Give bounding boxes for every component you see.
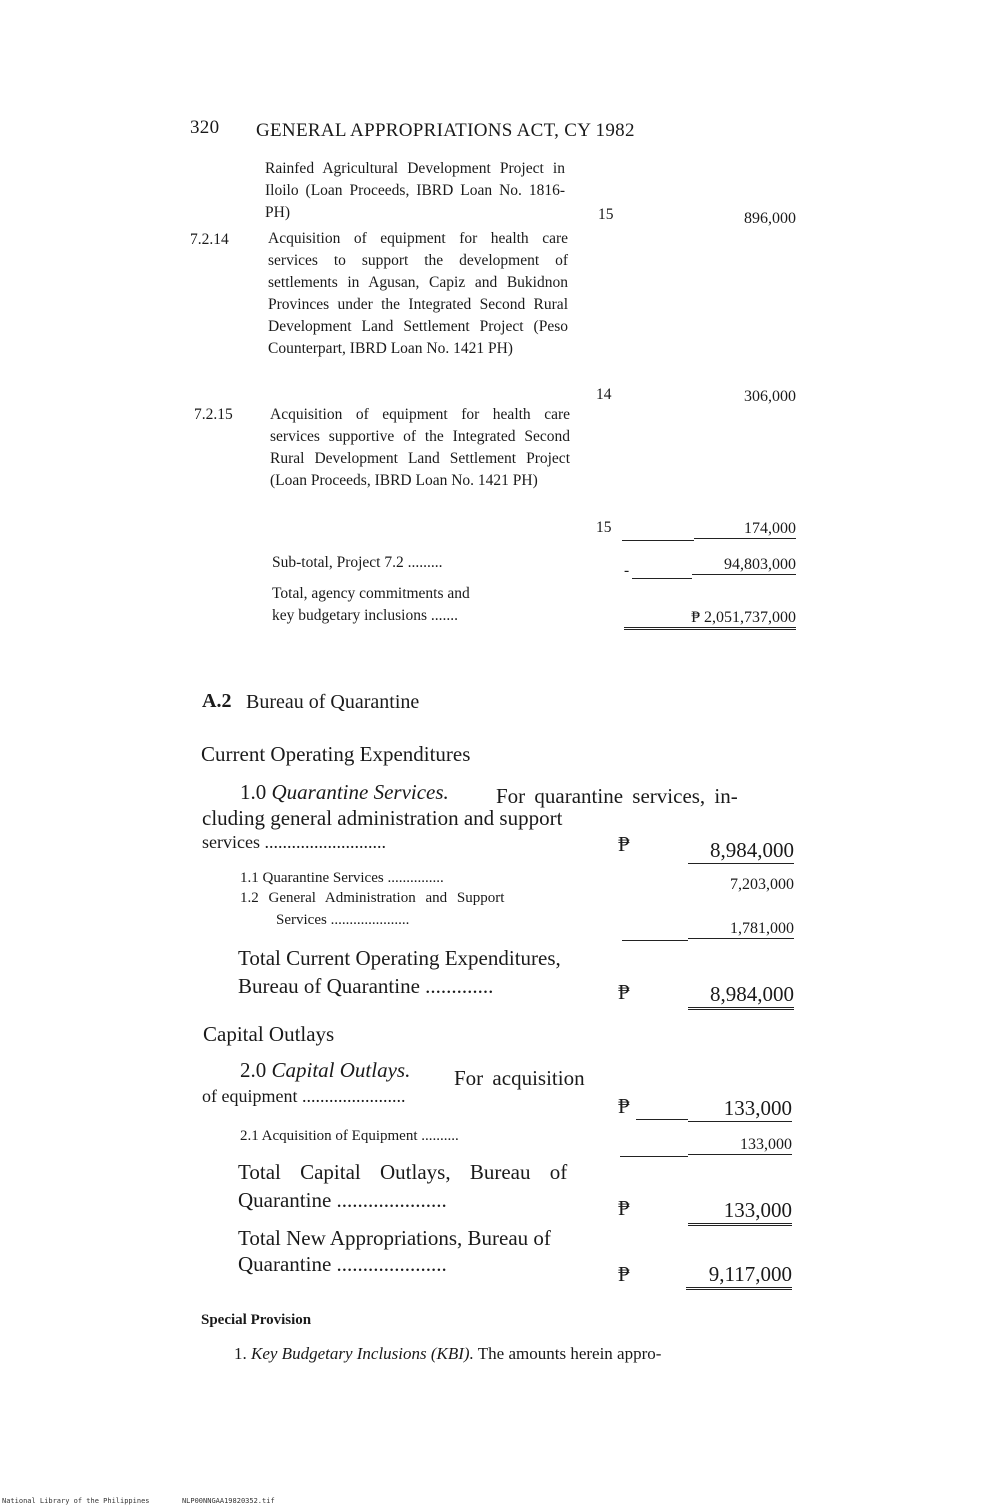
subitem-label: 1.2 General Administration and Support [240,890,505,906]
item-years: 14 [596,386,612,403]
subtotal-label: Sub-total, Project 7.2 ......... [272,554,443,571]
rule [620,1156,688,1157]
item-title: Quarantine Services. [271,780,449,804]
item-amount: 133,000 [688,1096,792,1122]
provision-text: The amounts herein appro- [477,1344,662,1363]
total-agency-label: key budgetary inclusions ....... [272,607,458,624]
item-code: 7.2.14 [190,231,229,248]
item-title: Capital Outlays. [271,1058,411,1082]
current-operating-heading: Current Operating Expenditures [201,742,471,766]
item-amount: 8,984,000 [688,838,794,864]
item-description: Acquisition of equipment for health care services supportive of the Integrated Second Rural Development Land Settlement Project (Loan Proceeds, IBRD Loan No. 1421 PH) [270,406,570,489]
rule [622,540,694,541]
item-amount: 896,000 [744,210,796,227]
footer-filename: NLP00NNGAA19820352.tif [181,1497,275,1505]
item-code: 7.2.15 [194,406,233,423]
item-amount: 306,000 [744,388,796,405]
item-description: Acquisition of equipment for health care services to support the development of settlements in Agusan, Capiz and Bukidnon Provinces under the Integrated Second Rural Development Land Settlement Project (Peso Counterpart, IBRD Loan No. 1421 PH) [268,230,568,357]
item-text: services ........................... [202,832,386,852]
item-text: For quarantine services, in- [496,784,738,808]
subitem-amount: 7,203,000 [730,876,794,893]
provision-number: 1. [234,1344,247,1363]
subtotal-amount: 94,803,000 [692,556,796,575]
subitem-label: 1.1 Quarantine Services ............... [240,870,444,886]
item-amount: 174,000 [694,520,796,539]
page-title: GENERAL APPROPRIATIONS ACT, CY 1982 [256,120,635,141]
currency-symbol: ₱ [618,832,630,856]
section-title: Bureau of Quarantine [246,691,420,713]
subitem-label: 2.1 Acquisition of Equipment .......... [240,1128,459,1144]
new-appropriations-amount: 9,117,000 [686,1262,792,1290]
currency-symbol: ₱ [618,1262,630,1286]
section-code: A.2 [202,690,232,712]
item-years: 15 [596,519,612,536]
item-number: 2.0 [240,1058,267,1082]
total-label: Quarantine ..................... [238,1188,447,1212]
item-text: cluding general administration and support [202,806,563,830]
rule [622,940,688,941]
item-number: 1.0 [240,780,267,804]
item-text: For acquisition [454,1066,585,1090]
page-number: 320 [190,117,220,138]
capital-outlays-heading: Capital Outlays [203,1022,335,1046]
subitem-amount: 133,000 [688,1136,792,1155]
item-years: 15 [598,206,614,223]
rule [632,578,692,579]
item-text: of equipment ....................... [202,1086,406,1106]
total-amount: 133,000 [688,1198,792,1226]
subtotal-dash: - [624,562,630,579]
new-appropriations-label: Total New Appropriations, Bureau of [238,1226,551,1250]
total-label: Bureau of Quarantine ............. [238,974,494,998]
provision-title: Key Budgetary Inclusions (KBI). [251,1344,474,1363]
total-label: Total Current Operating Expenditures, [238,946,561,970]
currency-symbol: ₱ [618,1196,630,1220]
footer-library: National Library of the Philippines [2,1497,150,1505]
currency-symbol: ₱ [618,1094,630,1118]
subitem-label: Services ..................... [276,912,410,928]
subitem-amount: 1,781,000 [688,920,794,939]
currency-symbol: ₱ [618,980,630,1004]
special-provision-heading: Special Provision [201,1312,312,1328]
total-agency-label: Total, agency commitments and [272,585,470,602]
item-description: Rainfed Agricultural Development Project in Iloilo (Loan Proceeds, IBRD Loan No. 1816-PH) [265,160,565,221]
rule [636,1119,688,1120]
new-appropriations-label: Quarantine ..................... [238,1252,447,1276]
scan-footer [2,1497,275,1505]
total-agency-amount: ₱ 2,051,737,000 [624,609,796,630]
total-amount: 8,984,000 [688,982,794,1010]
total-label: Total Capital Outlays, Bureau of [238,1160,568,1184]
